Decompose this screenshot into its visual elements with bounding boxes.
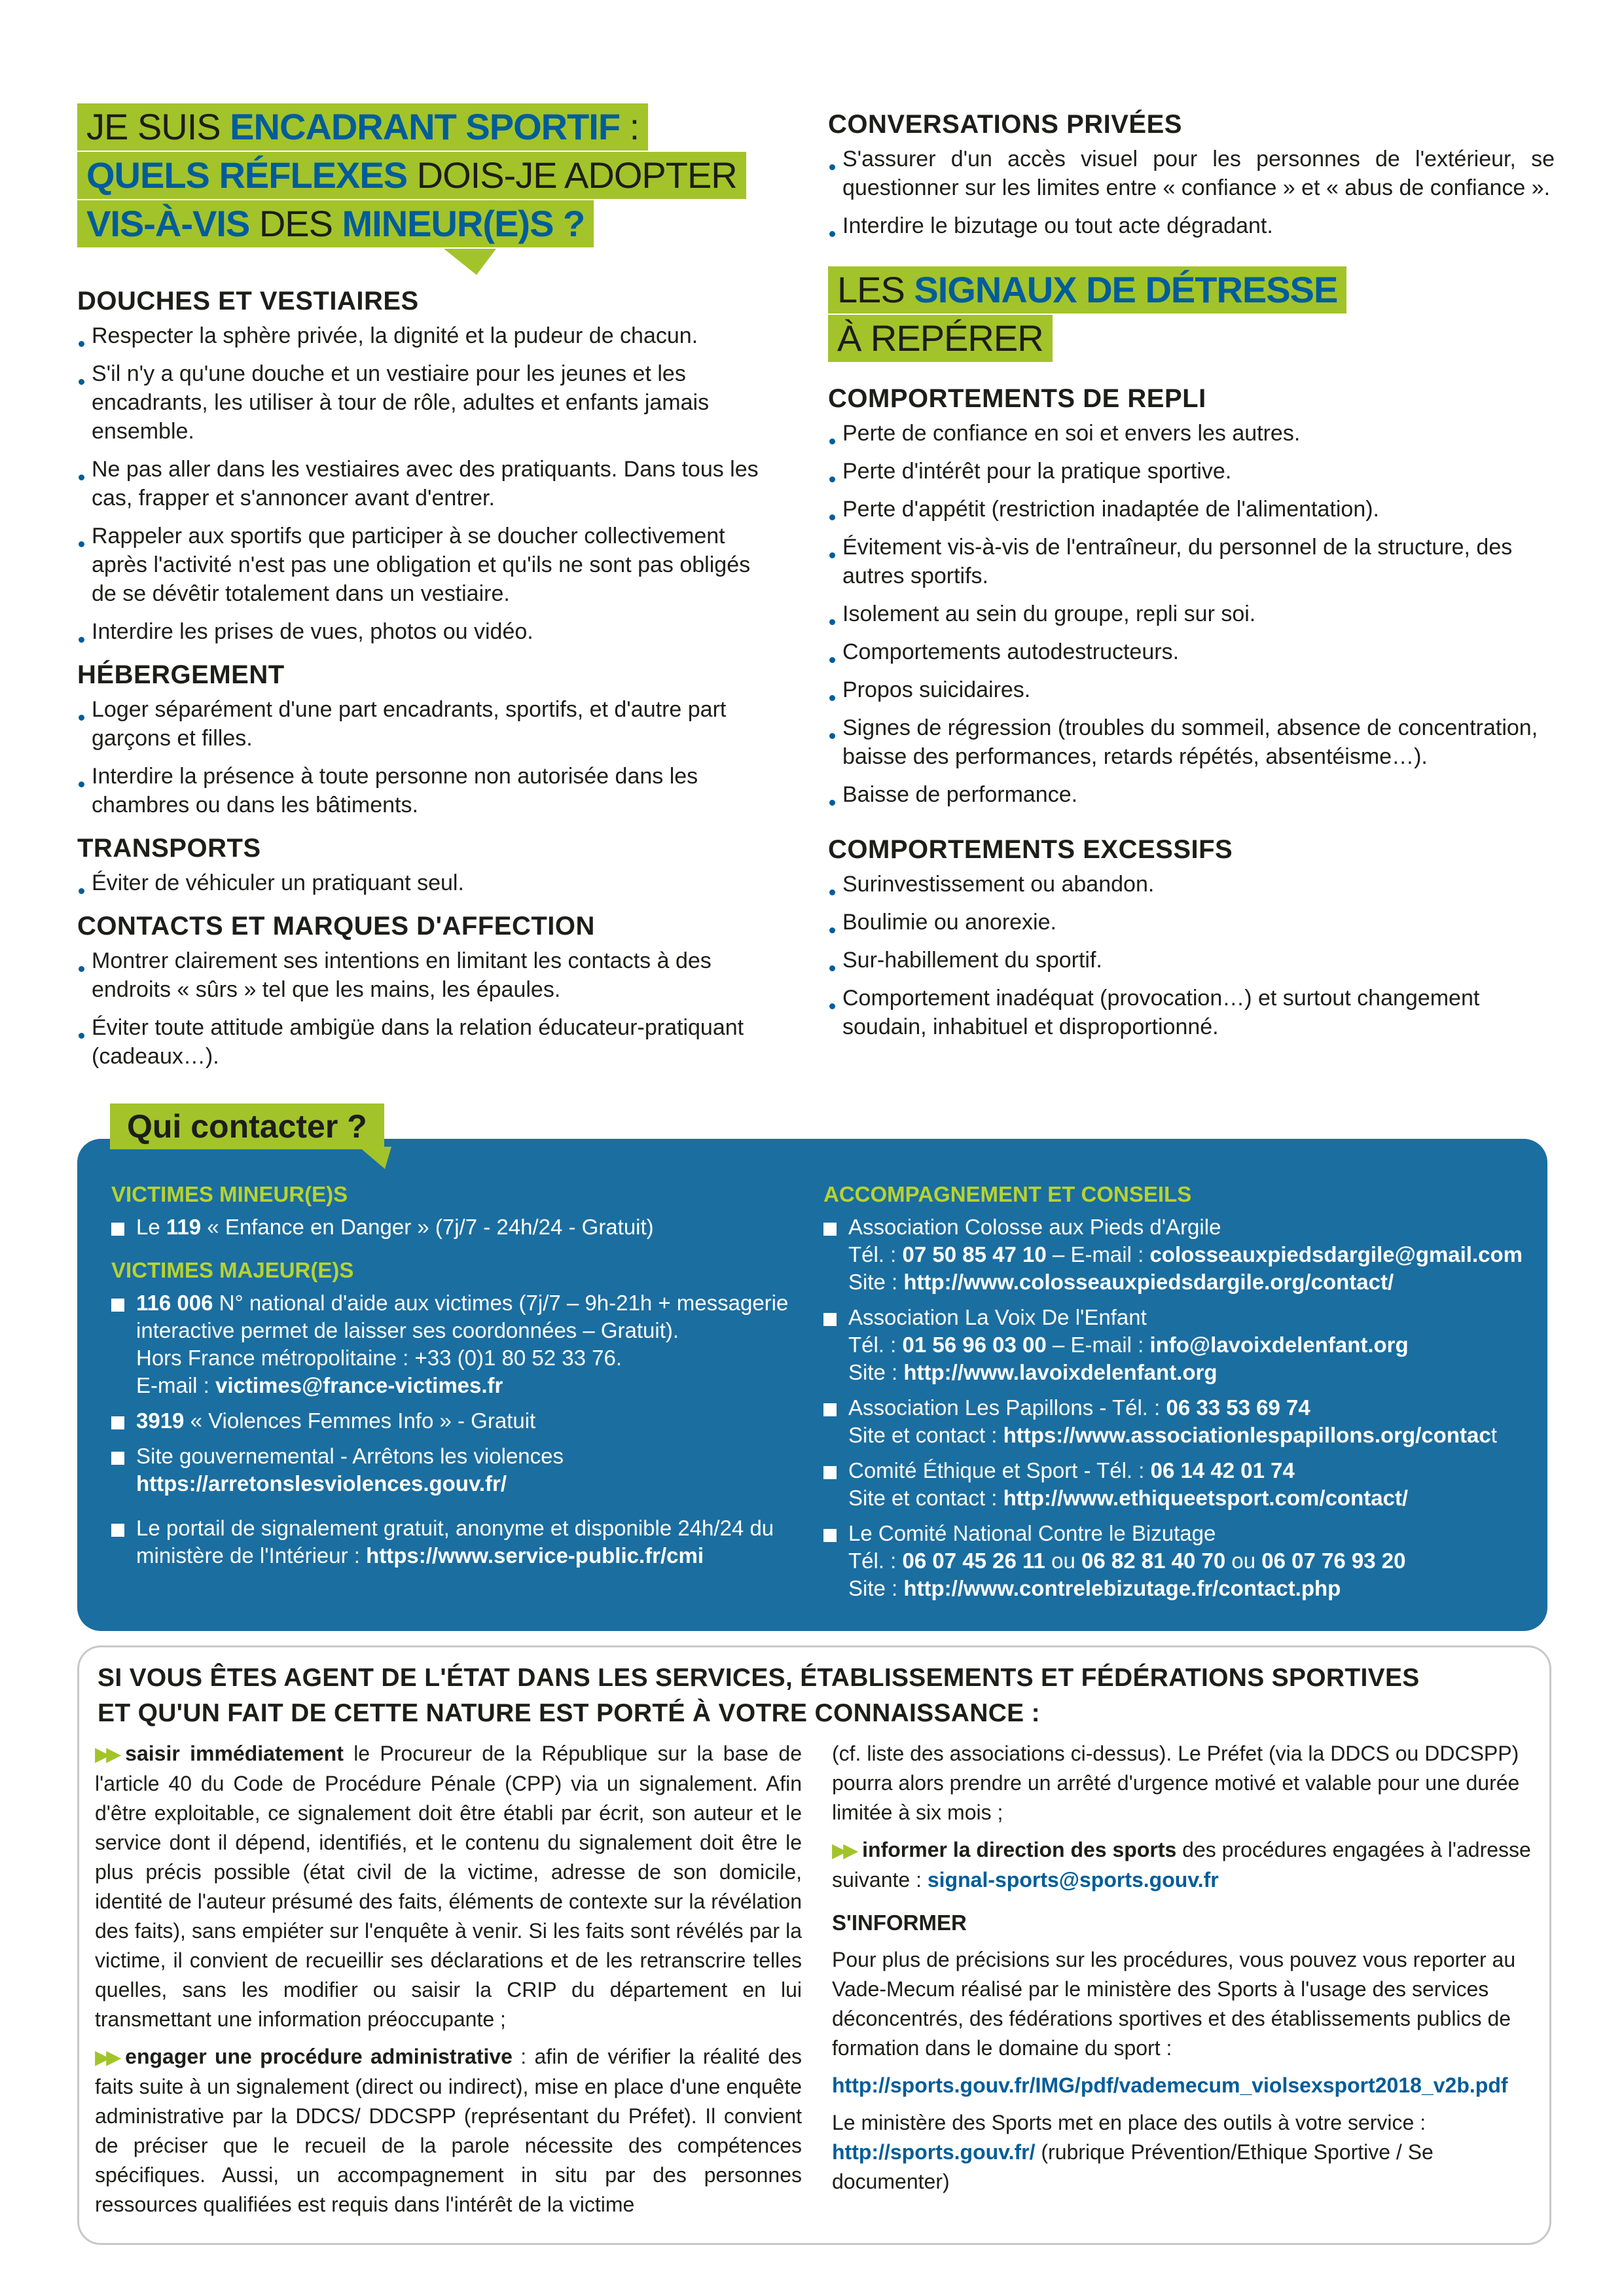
list-item: Rappeler aux sportifs que participer à se doucher collectivement après l'activité n'est pas une obligation et qu'ils ne sont pas obligés de se dévêtir totalement dans un vestiaire. xyxy=(77,522,771,608)
right-title-banner xyxy=(828,266,1555,362)
list-item: Respecter la sphère privée, la dignité et la pudeur de chacun. xyxy=(77,321,771,350)
arrow-icon: ▶▶ xyxy=(95,2047,118,2068)
list-item: Interdire la présence à toute personne non autorisée dans les chambres ou dans les bâtiments. xyxy=(77,762,771,819)
site-link[interactable]: https://arretonslesviolences.gouv.fr/ xyxy=(136,1471,507,1496)
contact-item: Association Les Papillons - Tél. : 06 33 53 69 74 Site et contact : https://www.associationlespapillons.org/contact xyxy=(823,1394,1537,1449)
agent-right-column xyxy=(832,1739,1532,2204)
section-hebergement xyxy=(77,660,771,819)
section-title: CONVERSATIONS PRIVÉES xyxy=(828,110,1182,139)
victimes-mineurs-heading: VICTIMES MINEUR(E)S xyxy=(111,1182,348,1206)
agent-paragraph: ▶▶ engager une procédure administrative : afin de vérifier la réalité des faits suite à un signalement (direct ou indirect), mise en place d'une enquête administrative par la DDCS/ DDCSPP (représentant du Préfet). Il convient de préciser que le recueil de la parole nécessite des compétences spécifiques. Aussi, un accompagnement in situ par des personnes ressources qualifiées est requis dans l'intérêt de la victime xyxy=(95,2042,802,2219)
section-transports xyxy=(77,834,771,897)
email-link[interactable]: signal-sports@sports.gouv.fr xyxy=(927,1868,1219,1892)
right-title-line-1: LES SIGNAUX DE DÉTRESSE xyxy=(828,266,1346,314)
list-item: Comportement inadéquat (provocation…) et surtout changement soudain, inhabituel et disproportionné. xyxy=(828,984,1555,1041)
left-title-line-3: VIS-À-VIS DES MINEUR(E)S ? xyxy=(77,200,594,247)
site-link[interactable]: https://www.associationlespapillons.org/contac xyxy=(1003,1423,1491,1447)
agent-title: SI VOUS ÊTES AGENT DE L'ÉTAT DANS LES SERVICES, ÉTABLISSEMENTS ET FÉDÉRATIONS SPORTIVES ET QU'UN FAIT DE CETTE NATURE EST PORTÉ À VOTRE CONNAISSANCE : xyxy=(98,1664,1420,1727)
list-item: Propos suicidaires. xyxy=(828,675,1555,704)
section-contacts xyxy=(77,912,771,1071)
agent-paragraph: Pour plus de précisions sur les procédures, vous pouvez vous reporter au Vade-Mecum réalisé par le ministère des Sports à l'usage des services déconcentrés, des fédérations sportives et des établissements publics de formation dans le domaine du sport : xyxy=(832,1948,1516,2060)
list-item: Éviter toute attitude ambigüe dans la relation éducateur-pratiquant (cadeaux…). xyxy=(77,1013,771,1071)
contact-box xyxy=(77,1139,1547,1631)
contact-item: 3919 « Violences Femmes Info » - Gratuit xyxy=(111,1407,818,1435)
contact-item: Comité Éthique et Sport - Tél. : 06 14 42 01 74 Site et contact : http://www.ethiqueetsport.com/contact/ xyxy=(823,1457,1537,1512)
list-item: Perte de confiance en soi et envers les autres. xyxy=(828,419,1555,448)
list-item: S'assurer d'un accès visuel pour les personnes de l'extérieur, se questionner sur les limites entre « confiance » et « abus de confiance ». xyxy=(828,145,1555,202)
section-conversations xyxy=(828,110,1555,240)
list-item: Éviter de véhiculer un pratiquant seul. xyxy=(77,869,771,897)
arrow-icon: ▶▶ xyxy=(832,1840,855,1861)
section-title: COMPORTEMENTS EXCESSIFS xyxy=(828,835,1233,864)
section-title: HÉBERGEMENT xyxy=(77,660,285,689)
arrow-icon: ▶▶ xyxy=(95,1744,118,1765)
contact-item: Le portail de signalement gratuit, anonyme et disponible 24h/24 du ministère de l'Intérieur : https://www.service-public.fr/cmi xyxy=(111,1515,818,1570)
agent-paragraph: Le ministère des Sports met en place des outils à votre service : http://sports.gouv.fr/ (rubrique Prévention/Ethique Sportive / Se documenter) xyxy=(832,2111,1434,2193)
list-item: Montrer clairement ses intentions en limitant les contacts à des endroits « sûrs » tel que les mains, les épaules. xyxy=(77,946,771,1004)
informer-heading: S'INFORMER xyxy=(832,1910,967,1935)
email-link[interactable]: colosseauxpiedsdargile@gmail.com xyxy=(1149,1242,1523,1266)
section-title: COMPORTEMENTS DE REPLI xyxy=(828,384,1206,413)
contact-item: Association La Voix De l'Enfant Tél. : 01 56 96 03 00 – E-mail : info@lavoixdelenfant.org Site : http://www.lavoixdelenfant.org xyxy=(823,1304,1537,1386)
list-item: S'il n'y a qu'une douche et un vestiaire pour les jeunes et les encadrants, les utiliser à tour de rôle, adultes et enfants jamais ensemble. xyxy=(77,359,771,446)
section-title: CONTACTS ET MARQUES D'AFFECTION xyxy=(77,912,595,941)
contact-item: Site gouvernemental - Arrêtons les violences https://arretonslesviolences.gouv.fr/ xyxy=(111,1443,818,1498)
list-item: Boulimie ou anorexie. xyxy=(828,908,1555,937)
email-link[interactable]: victimes@france-victimes.fr xyxy=(215,1373,503,1397)
section-title: TRANSPORTS xyxy=(77,834,261,863)
contact-item: Association Colosse aux Pieds d'Argile Tél. : 07 50 85 47 10 – E-mail : colosseauxpiedsdargile@gmail.com Site : http://www.colosseauxpiedsdargile.org/contact/ xyxy=(823,1213,1537,1296)
section-excessifs xyxy=(828,835,1555,1041)
left-title-line-1: JE SUIS ENCADRANT SPORTIF : xyxy=(77,103,648,151)
agent-paragraph: ▶▶ saisir immédiatement le Procureur de la République sur la base de l'article 40 du Code de Procédure Pénale (CPP) via un signalement. Afin d'être exploitable, ce signalement doit être établi par écrit, son auteur et le service dont il dépend, identifiés, et le contenu du signalement doit être le plus précis possible (état civil de la victime, adresse de son domicile, identité de l'auteur présumé des faits, éléments de contexte sur la révélation des faits), sans empiéter sur l'enquête à venir. Si les faits sont révélés par la victime, il convient de recueillir ses déclarations et de les retranscrire telles quelles, sans les modifier ou saisir la CRIP du département en lui transmettant une information préoccupante ; xyxy=(95,1739,802,2034)
speech-tail xyxy=(444,249,496,275)
agent-box xyxy=(77,1645,1551,2245)
section-douches xyxy=(77,287,771,646)
site-link[interactable]: https://www.service-public.fr/cmi xyxy=(366,1543,704,1568)
contact-right-column xyxy=(823,1182,1537,1610)
victimes-majeurs-heading: VICTIMES MAJEUR(E)S xyxy=(111,1258,354,1282)
list-item: Isolement au sein du groupe, repli sur soi. xyxy=(828,600,1555,628)
list-item: Surinvestissement ou abandon. xyxy=(828,870,1555,899)
list-item: Baisse de performance. xyxy=(828,780,1555,809)
contact-tab: Qui contacter ? xyxy=(110,1103,384,1149)
site-link[interactable]: http://www.lavoixdelenfant.org xyxy=(903,1360,1218,1384)
email-link[interactable]: info@lavoixdelenfant.org xyxy=(1149,1333,1409,1357)
list-item: Sur-habillement du sportif. xyxy=(828,946,1555,975)
site-link[interactable]: http://sports.gouv.fr/ xyxy=(832,2140,1036,2164)
agent-left-column xyxy=(95,1739,802,2227)
list-item: Évitement vis-à-vis de l'entraîneur, du personnel de la structure, des autres sportifs. xyxy=(828,533,1555,590)
list-item: Perte d'intérêt pour la pratique sportive. xyxy=(828,457,1555,486)
accompagnement-heading: ACCOMPAGNEMENT ET CONSEILS xyxy=(823,1182,1192,1206)
left-column xyxy=(77,103,771,1085)
left-title-line-2: QUELS RÉFLEXES DOIS-JE ADOPTER xyxy=(77,152,746,199)
section-title: DOUCHES ET VESTIAIRES xyxy=(77,287,419,315)
list-item: Ne pas aller dans les vestiaires avec des pratiquants. Dans tous les cas, frapper et s'annoncer avant d'entrer. xyxy=(77,455,771,512)
speech-tail xyxy=(359,1147,391,1169)
site-link[interactable]: http://www.colosseauxpiedsdargile.org/contact/ xyxy=(903,1270,1394,1294)
contact-item: Le 119 « Enfance en Danger » (7j/7 - 24h/24 - Gratuit) xyxy=(111,1213,818,1241)
contact-left-column xyxy=(111,1182,818,1577)
list-item: Interdire les prises de vues, photos ou vidéo. xyxy=(77,617,771,646)
site-link[interactable]: http://www.ethiqueetsport.com/contact/ xyxy=(1003,1486,1409,1510)
site-link[interactable]: http://www.contrelebizutage.fr/contact.php xyxy=(903,1576,1341,1600)
section-repli xyxy=(828,384,1555,809)
right-title-line-2: À REPÉRER xyxy=(828,315,1053,362)
list-item: Comportements autodestructeurs. xyxy=(828,637,1555,666)
list-item: Loger séparément d'une part encadrants, sportifs, et d'autre part garçons et filles. xyxy=(77,695,771,753)
right-column xyxy=(828,110,1555,1056)
contact-item: 116 006 N° national d'aide aux victimes (7j/7 – 9h-21h + messagerie interactive permet de laisser ses coordonnées – Gratuit). Hors France métropolitaine : +33 (0)1 80 52 33 76. E-mail : victimes@france-victimes.fr xyxy=(111,1289,818,1399)
agent-paragraph: ▶▶ informer la direction des sports des procédures engagées à l'adresse suivante : signal-sports@sports.gouv.fr xyxy=(832,1835,1532,1895)
list-item: Perte d'appétit (restriction inadaptée de l'alimentation). xyxy=(828,495,1555,524)
list-item: Signes de régression (troubles du sommeil, absence de concentration, baisse des performances, retards répétés, absentéisme…). xyxy=(828,713,1555,771)
agent-paragraph: (cf. liste des associations ci-dessus). Le Préfet (via la DDCS ou DDCSPP) pourra alors prendre un arrêté d'urgence motivé et valable pour une durée limitée à six mois ; xyxy=(832,1742,1520,1824)
contact-item: Le Comité National Contre le Bizutage Tél. : 06 07 45 26 11 ou 06 82 81 40 70 ou 06 07 76 93 20 Site : http://www.contrelebizutage.fr/contact.php xyxy=(823,1520,1537,1602)
vademecum-link[interactable]: http://sports.gouv.fr/IMG/pdf/vademecum_violsexsport2018_v2b.pdf xyxy=(832,2073,1508,2097)
left-title-banner xyxy=(77,103,771,247)
list-item: Interdire le bizutage ou tout acte dégradant. xyxy=(828,211,1555,240)
